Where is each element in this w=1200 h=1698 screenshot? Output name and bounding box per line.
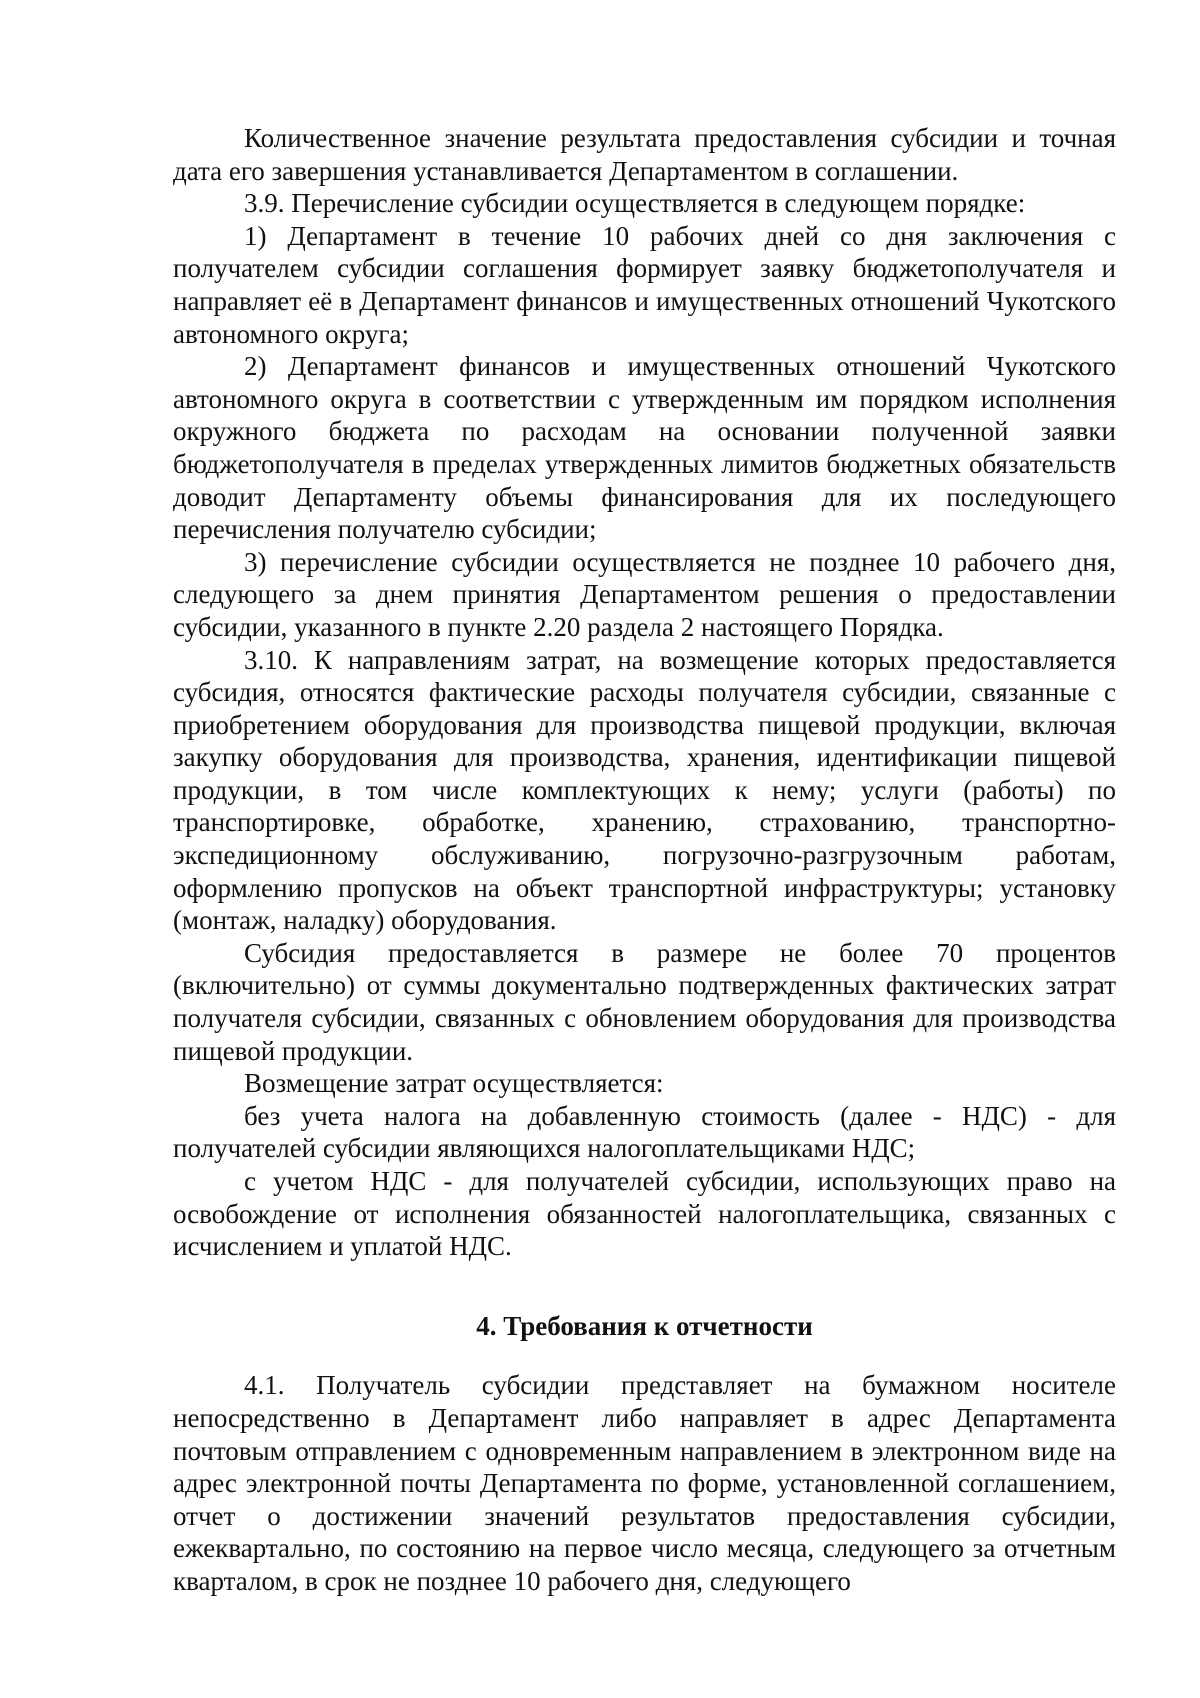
paragraph-with-vat: с учетом НДС - для получателей субсидии, использующих право на освобождение от исполнения обязанностей налогоплательщика, связанных с исчислением и уплатой НДС. — [173, 1166, 1116, 1262]
paragraph-subsidy-amount: Субсидия предоставляется в размере не более 70 процентов (включительно) от суммы документально подтвержденных фактических затрат получателя субсидии, связанных с обновлением оборудования для производства пищевой продукции. — [173, 937, 1116, 1066]
paragraph-cost-compensation: Возмещение затрат осуществляется: — [244, 1068, 664, 1099]
paragraph-3-10: 3.10. К направлениям затрат, на возмещение которых предоставляется субсидия, относятся фактические расходы получателя субсидии, связанные с приобретением оборудования для производства пищевой продукции, включая закупку оборудования для производства, хранения, идентификации пищевой продукции, в том числе комплектующих к нему; услуги (работы) по транспортировке, обработке, хранению, страхованию, транспортно-экспедиционному обслуживанию, погрузочно-разгрузочным работам, оформлению пропусков на объект транспортной инфраструктуры; установку (монтаж, наладку) оборудования. — [173, 644, 1116, 936]
document-body — [173, 122, 1116, 1598]
paragraph-3-9-item-1: 1) Департамент в течение 10 рабочих дней со дня заключения с получателем субсидии соглашения формирует заявку бюджетополучателя и направляет её в Департамент финансов и имущественных отношений Чукотского автономного округа; — [173, 220, 1116, 349]
paragraph-3-9-item-3: 3) перечисление субсидии осуществляется не позднее 10 рабочего дня, следующего за днем принятия Департаментом решения о предоставлении субсидии, указанного в пункте 2.20 раздела 2 настоящего Порядка. — [173, 546, 1116, 642]
paragraph-without-vat: без учета налога на добавленную стоимость (далее - НДС) - для получателей субсидии являющихся налогоплательщиками НДС; — [173, 1100, 1116, 1164]
section-heading: 4. Требования к отчетности — [476, 1310, 813, 1341]
paragraph-3-9-item-2: 2) Департамент финансов и имущественных отношений Чукотского автономного округа в соответствии с утвержденным им порядком исполнения окружного бюджета по расходам на основании полученной заявки бюджетополучателя в пределах утвержденных лимитов бюджетных обязательств доводит Департаменту объемы финансирования для их последующего перечисления получателю субсидии; — [173, 351, 1116, 545]
paragraph-3-9: 3.9. Перечисление субсидии осуществляется в следующем порядке: — [244, 188, 1026, 219]
paragraph-result-value: Количественное значение результата предоставления субсидии и точная дата его завершения устанавливается Департаментом в соглашении. — [173, 123, 1116, 186]
paragraph-4-1: 4.1. Получатель субсидии представляет на бумажном носителе непосредственно в Департамент либо направляет в адрес Департамента почтовым отправлением с одновременным направлением в электронном виде на адрес электронной почты Департамента по форме, установленной соглашением, отчет о достижении значений результатов предоставления субсидии, ежеквартально, по состоянию на первое число месяца, следующего за отчетным кварталом, в срок не позднее 10 рабочего дня, следующего — [173, 1370, 1116, 1596]
